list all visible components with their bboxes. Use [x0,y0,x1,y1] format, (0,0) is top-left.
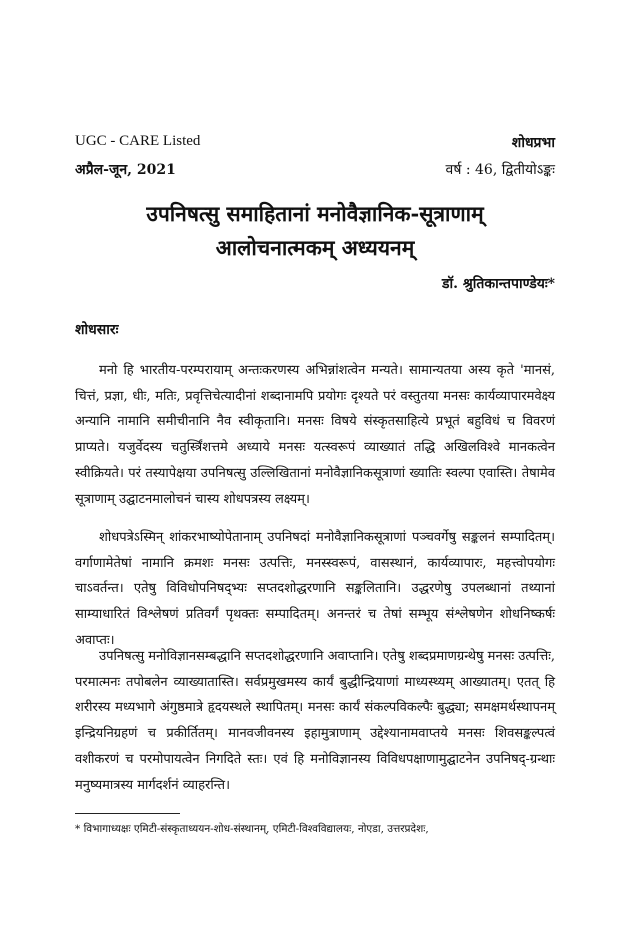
abstract-paragraph-2: शोधपत्रेऽस्मिन् शांकरभाष्योपेतानाम् उपनिषदां मनोवैज्ञानिकसूत्राणां पञ्चवर्गेषु सङ्कलनं सम्पादितम्। वर्गाणामेतेषां नामानि क्रमशः मनसः उत्पत्तिः, मनस्स्वरूपं, वासस्थानं, कार्यव्यापारः, महत्त्वोपयोगः चाऽवर्तन्त। एतेषु विविधोपनिषद्भ्यः सप्तदशोद्धरणानि सङ्कलितानि। उद्धरणेषु उपलब्धानां तथ्यानां साम्याधारितं विश्लेषणं प्रतिवर्गं पृथक्तः सम्पादितम्। अनन्तरं च तेषां सम्भूय संश्लेषणेन शोधनिष्कर्षः अवाप्तः। [75,530,555,648]
ugc-care-label: UGC - CARE Listed [75,133,201,149]
footnote-divider [75,813,180,814]
issue-period: अप्रैल-जून, 2021 [75,162,176,178]
abstract-paragraph-1: मनो हि भारतीय-परम्परायाम् अन्तःकरणस्य अभिन्नांशत्वेन मन्यते। सामान्यतया अस्य कृते 'मानसं, चित्तं, प्रज्ञा, धीः, मतिः, प्रवृत्तिचेत्यादीनां शब्दानामपि प्रयोगः दृश्यते परं वस्तुतया मनसः कार्यव्यापारमवेक्ष्य अन्यानि नामानि समीचीनानि नैव स्वीकृतानि। मनसः विषये संस्कृतसाहित्ये प्रभूतं बहुविधं च विवरणं प्राप्यते। यजुर्वेदस्य चतुर्स्त्रिंशत्तमे अध्याये मनसः यत्स्वरूपं व्याख्यातं तद्धि अखिलविश्वे मानकत्वेन स्वीक्रियते। परं तस्यापेक्षया उपनिषत्सु उल्लिखितानां मनोवैज्ञानिकसूत्राणां ख्यातिः स्वल्पा एवास्ति। तेषामेव सूत्राणाम् उद्घाटनमालोचनं चास्य शोधपत्रस्य लक्ष्यम्। [75,363,555,507]
footnote: * विभागाध्यक्षः एमिटी-संस्कृताध्ययन-शोध-संस्थानम्, एमिटी-विश्वविद्यालयः, नोएडा, उत्तरप्रदेशः, [75,823,429,835]
author-name: डॉ. श्रुतिकान्तपाण्डेयः* [441,276,555,292]
article-title-line-1: उपनिषत्सु समाहितानां मनोवैज्ञानिक-सूत्राणाम् [146,201,484,226]
abstract-paragraph-3: उपनिषत्सु मनोविज्ञानसम्बद्धानि सप्तदशोद्धरणानि अवाप्तानि। एतेषु शब्दप्रमाणग्रन्थेषु मनसः उत्पत्तिः, परमात्मनः तपोबलेन व्याख्यातास्ति। सर्वप्रमुखमस्य कार्यं बुद्धीन्द्रियाणां माध्यस्थ्यम् आख्यातम्। एतत् हि शरीरस्य मध्यभागे अंगुष्ठमात्रे हृदयस्थले स्थापितम्। मनसः कार्यं संकल्पविकल्पैः बुद्ध्या; समक्षमर्थस्थापनम् इन्द्रियनिग्रहणं च प्रकीर्तितम्। मानवजीवनस्य इहामुत्राणाम् उद्देश्यानामवाप्तये मनसः शिवसङ्कल्पत्वं वशीकरणं च परमोपायत्वेन निगदिते स्तः। एवं हि मनोविज्ञानस्य विविधपक्षाणामुद्घाटनेन उपनिषद्-ग्रन्थाः मनुष्यमात्रस्य मार्गदर्शनं व्याहरन्ति। [75,649,555,793]
journal-name: शोधप्रभा [511,135,555,151]
volume-issue: वर्ष : 46, द्वितीयोऽङ्कः [445,162,555,178]
article-title-line-2: आलोचनात्मकम् अध्ययनम् [215,235,415,260]
abstract-heading: शोधसारः [75,322,119,338]
